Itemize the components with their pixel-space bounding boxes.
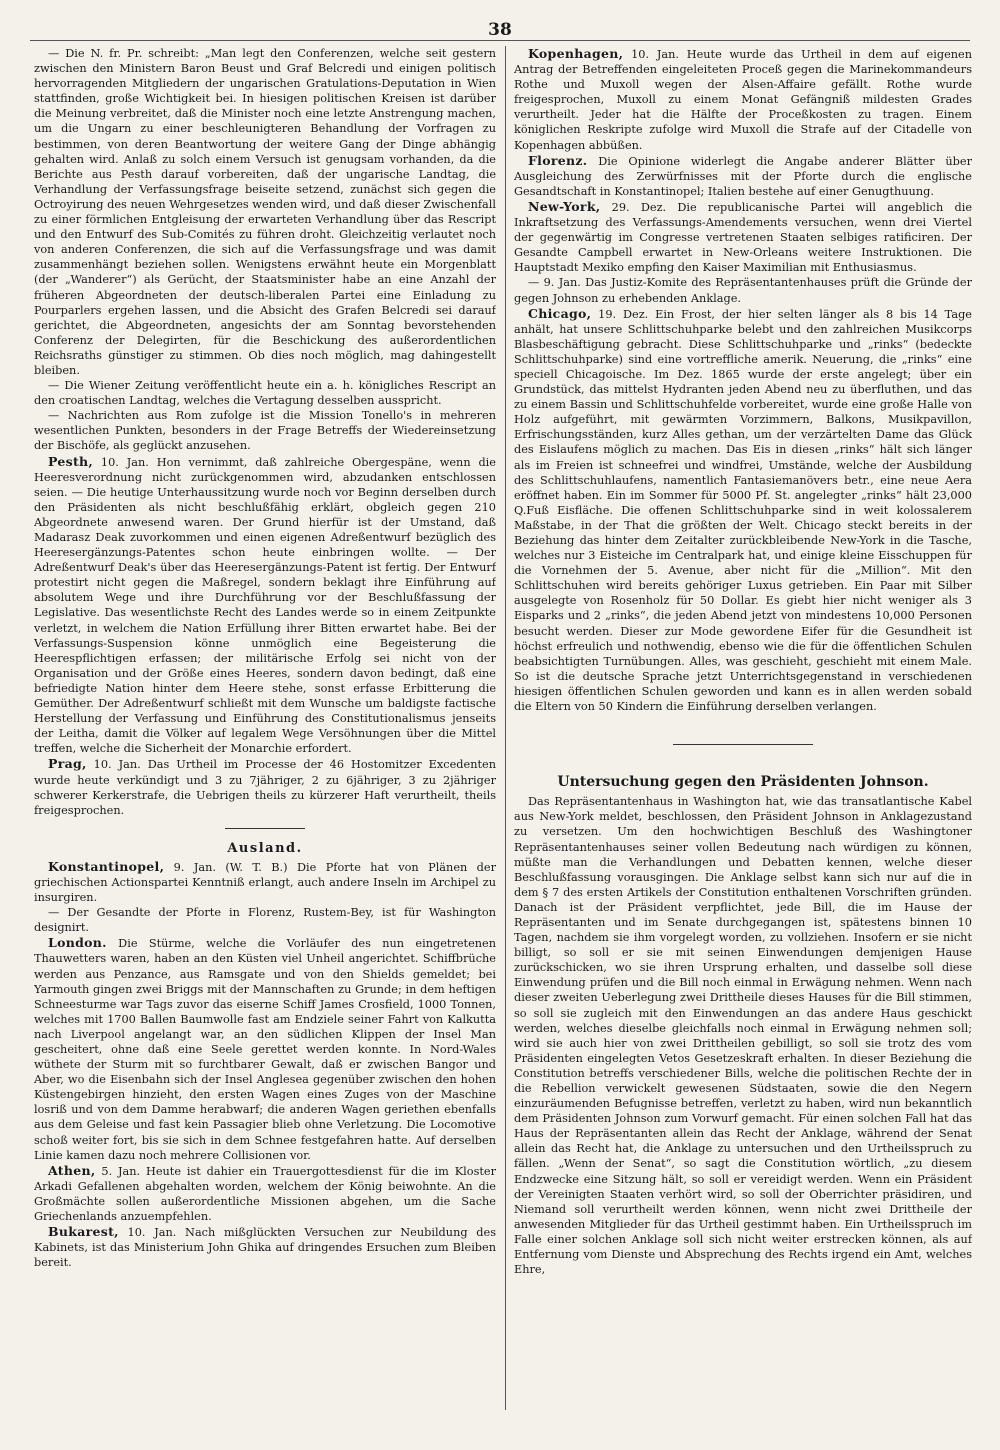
article-chicago-text: 19. Dez. Ein Frost, der hier selten länger als 8 bis 14 Tage anhält, hat unsere Schlittschuhparke belebt und den zahlreichen Musikcorps Blasbeschäftigung gebracht. Diese Schlittschuhparke und „rinks“ (bedeckte Schlittschuhparke) sind eine vortreffliche amerik. Neuerung, die „rinks“ eine speciell Chicagoische. Im Dez. 1865 wurde der erste angelegt; über ein Grundstück, das mittelst Hydranten jeden Abend neu zu überfluthen, und das zu einem Bassin und Schlittschuhfelde vorbereitet, wurde eine große Halle von Holz aufgeführt, mit gewärmten Vorzimmern, Balkons, Musikpavillon, Erfrischungsständen, kurz Alles gethan, um der verzärtelten Dame das Glück des Eislaufens möglich zu machen. Das Eis in diesen „rinks“ hält sich länger als im Freien ist schneefrei und windfrei, Umstände, welche der Ausbildung des Schlittschuhlaufens, namentlich Fantasiemanövers betr., eine neue Aera eröffnet haben. Ein im Sommer für 5000 Pf. St. angelegter „rinks“ hält 23,000 Q.Fuß Eisfläche. Die offenen Schlittschuhparke sind in weit kolossalerem Maßstabe, in der That die größten der Welt. Chicago steckt bereits in der Beziehung das hinter dem Zeitalter zurückbleibende New-York in die Tasche, welches nur 3 Eisteiche im Centralpark hat, und einige kleine Eisschuppen für die Vornehmen der 5. Avenue, aber nicht für die „Million“. Mit den Schlittschuhen wird bereits gehöriger Luxus getrieben. Ein Paar mit Silber ausgelegte von Rosenholz für 50 Dollar. Es giebt hier nicht weniger als 3 Eisparks und 2 „rinks“, die jeden Abend jetzt von mindestens 10,000 Personen besucht werden. Dieser zur Mode gewordene Eifer für die Gesundheit ist höchst erfreulich und nothwendig, ebenso wie die für die öffentlichen Schulen beabsichtigten Turnübungen. Alles, was geschieht, geschieht mit einem Male. So ist die deutsche Sprache jetzt Unterrichtsgegenstand in verschiedenen hiesigen öffentlichen Schulen geworden und kann es in allen werden sobald die Eltern von 50 Kindern die Einführung derselben verlangen. (514, 307, 972, 714)
article-chicago (514, 306, 972, 715)
article-pesth-text: 10. Jan. Hon vernimmt, daß zahlreiche Obergespäne, wenn die Heeresverordnung nicht zurückgenommen wird, abzudanken entschlossen seien. — Die heutige Unterhaussitzung wurde noch vor Beginn derselben durch den Präsidenten als nicht beschlußfähig erklärt, obgleich gegen 210 Abgeordnete anwesend waren. Der Grund hierfür ist der Umstand, daß Madarasz Deak zuvorkommen und einen eigenen Adreßentwurf bezüglich des Heeresergänzungs-Patentes schon heute einbringen wollte. — Der Adreßentwurf Deak's über das Heeresergänzungs-Patent ist fertig. Der Entwurf protestirt nicht gegen die Maßregel, sondern beklagt ihre Einführung auf absolutem Wege und ihre Durchführung vor der Beschlußfassung der Legislative. Das wesentlichste Recht des Landes werde so in einem Zeitpunkte verletzt, in welchem die Nation Erfüllung ihrer Bitten erwartet habe. Bei der Verfassungs-Suspension könne unmöglich eine Begeisterung die Heerespflichtigen erfassen; der militärische Erfolg sei nicht von der Organisation und der Größe eines Heeres, sondern davon bedingt, daß eine befriedigte Nation hinter dem Heere stehe, sonst erfasse Erbitterung die Gemüther. Der Adreßentwurf schließt mit dem Wunsche um baldigste factische Herstellung der Verfassung und Einführung des Constitutionalismus jenseits der Leitha, damit die Völker auf legalem Wege Versöhnungen über die Mittel treffen, welche die Sicherheit der Monarchie erfordert. (34, 455, 496, 756)
left-column (34, 46, 496, 1430)
dateline-florenz: Florenz. (528, 152, 588, 168)
article-kopenhagen (514, 46, 972, 153)
page-number: 38 (488, 20, 512, 40)
article-justiz-komite: — 9. Jan. Das Justiz-Komite des Repräsentantenhauses prüft die Gründe der gegen Johnson zu erhebenden Anklage. (514, 276, 972, 305)
section-heading-ausland: Ausland. (227, 840, 303, 856)
dateline-london: London. (48, 935, 107, 951)
article-bukarest (34, 1224, 496, 1270)
article-pesth (34, 454, 496, 757)
article-bukarest-text: 10. Jan. Nach mißglückten Versuchen zur Neubildung des Kabinets, ist das Ministerium John Ghika auf dringendes Ersuchen zum Bleiben bereit. (34, 1226, 496, 1270)
article-gesandte: — Der Gesandte der Pforte in Florenz, Rustem-Bey, ist für Washington designirt. (34, 906, 496, 935)
header-rule (30, 40, 970, 41)
article-kopenhagen-text: 10. Jan. Heute wurde das Urtheil in dem auf eigenen Antrag der Betreffenden eingeleiteten Proceß gegen die Marinekommandeurs Rothe und Muxoll wegen der Alsen-Affaire gefällt. Rothe wurde freigesprochen, Muxoll zu einem Monat Gefängniß mildesten Grades verurtheilt. Jeder hat die Hälfte der Proceßkosten zu tragen. Einem königlichen Reskripte zufolge wird Muxoll die Strafe auf der Citadelle von Kopenhagen abbüßen. (514, 48, 972, 152)
dateline-prag: Prag, (48, 756, 87, 772)
article-athen-text: 5. Jan. Heute ist dahier ein Trauergottesdienst für die im Kloster Arkadi Gefallenen abgehalten worden, welchem der König beiwohnte. An die Großmächte sollen außerordentliche Missionen abgehen, um die Sache Griechenlands anzuempfehlen. (34, 1164, 496, 1224)
dateline-athen: Athen, (48, 1162, 96, 1178)
right-column (514, 46, 972, 1430)
article-rom: — Nachrichten aus Rom zufolge ist die Mission Tonello's in mehreren wesentlichen Punkten, besonders in der Frage Betreffs der Wiedereinsetzung der Bischöfe, als geglückt anzusehen. (34, 409, 496, 453)
article-new-york (514, 199, 972, 275)
article-florenz-text: Die Opinione widerlegt die Angabe anderer Blätter über Ausgleichung des Zerwürfnisses mit der Pforte durch die englische Gesandtschaft in Konstantinopel; Italien bestehe auf einer Genugthuung. (514, 154, 972, 198)
article-johnson: Das Repräsentantenhaus in Washington hat, wie das transatlantische Kabel aus New-York meldet, beschlossen, den Präsident Johnson in Anklagezustand zu versetzen. Um den hochwichtigen Beschluß des Washingtoner Repräsentantenhauses seiner vollen Bedeutung nach würdigen zu können, müßte man die Verhandlungen und Debatten kennen, welche dieser Beschlußfassung vorausgingen. Die Anklage selbst kann sich nur auf die in dem § 7 des ersten Artikels der Constitution enthaltenen Vorschriften gründen. Danach ist der Präsident verpflichtet, jede Bill, die im Hause der Repräsentanten und im Senate durchgegangen ist, spätestens binnen 10 Tagen, nachdem sie ihm vorgelegt worden, zu vollziehen. Insofern er sie nicht billigt, so soll er sie mit seinen Einwendungen demjenigen Hause zurückschicken, wo sie ihren Ursprung erhalten, und dasselbe soll diese Einwendung prüfen und die Bill noch einmal in Erwägung nehmen. Wenn nach dieser zweiten Ueberlegung zwei Drittheile dieses Hauses für die Bill stimmen, so soll sie zugleich mit den Einwendungen an das andere Haus geschickt werden, welches dieselbe gleichfalls noch einmal in Erwägung nehmen soll; wird sie auch hier von zwei Drittheilen gebilligt, so soll sie trotz des vom Präsidenten eingelegten Vetos Gesetzeskraft erhalten. In dieser Beziehung die Constitution betreffs verschiedener Bills, welche die politischen Rechte der in die Rebellion verwickelt gewesenen Südstaaten, sowie die den Negern einzuräumenden Befugnisse betreffen, verletzt zu haben, wird nun bekanntlich dem Präsidenten Johnson zum Vorwurf gemacht. Für einen solchen Fall hat das Haus der Repräsentanten allein das Recht der Anklage, während der Senat allein das Recht hat, die Anklage zu untersuchen und den Urtheilsspruch zu fällen. „Wenn der Senat“, so sagt die Constitution wörtlich, „zu diesem Endzwecke eine Sitzung hält, so soll er vereidigt werden. Wenn ein Präsident der Vereinigten Staaten verhört wird, so soll der Oberrichter präsidiren, und Niemand soll verurtheilt werden können, wenn nicht zwei Drittheile der anwesenden Mitglieder für das Urtheil gestimmt haben. Ein Urtheilsspruch im Falle einer solchen Anklage soll sich nicht weiter erstrecken können, als auf Entfernung vom Dienste und Absprechung des Rechts irgend ein Amt, welches Ehre, (514, 795, 972, 1277)
article-london-text: Die Stürme, welche die Vorläufer des nun eingetretenen Thauwetters waren, haben an den Küsten viel Unheil angerichtet. Schiffbrüche werden aus Penzance, aus Ramsgate und von den Shields gemeldet; bei Yarmouth gingen zwei Briggs mit der Mannschaften zu Grunde; in dem heftigen Schneesturme war Tags zuvor das eiserne Schiff James Crosfield, 1000 Tonnen, welches mit 1700 Ballen Baumwolle fast am Endziele seiner Fahrt von Kalkutta nach Liverpool angelangt war, an den südlichen Klippen der Insel Man gescheitert, ohne daß eine Seele gerettet werden konnte. In Nord-Wales wüthete der Sturm mit so furchtbarer Gewalt, daß er zwischen Bangor und Aber, wo die Eisenbahn sich der Insel Anglesea gegenüber zwischen den hohen Küstengebirgen hinzieht, den ersten Wagen eines Zuges von der Maschine losriß und von dem Damme herabwarf; die anderen Wagen geriethen ebenfalls aus dem Geleise und fast kein Passagier blieb ohne Verletzung. Die Locomotive schoß weiter fort, bis sie sich in dem Schnee festgefahren hatte. Auf derselben Linie kamen dazu noch mehrere Collisionen vor. (34, 937, 496, 1162)
article-wiener-zeitung: — Die Wiener Zeitung veröffentlicht heute ein a. h. königliches Rescript an den croatischen Landtag, welches die Vertagung desselben ausspricht. (34, 379, 496, 408)
article-title-johnson: Untersuchung gegen den Präsidenten Johnson. (557, 774, 929, 791)
article-prag (34, 756, 496, 817)
dateline-kopenhagen: Kopenhagen, (528, 46, 624, 61)
article-athen (34, 1163, 496, 1224)
section-rule (673, 744, 813, 745)
article-prag-text: 10. Jan. Das Urtheil im Processe der 46 Hostomitzer Excedenten wurde heute verkündigt und 3 zu 7jähriger, 2 zu 6jähriger, 3 zu 2jähriger schwerer Kerkerstrafe, die Uebrigen theils zu kürzerer Haft verurtheilt, theils freigesprochen. (34, 758, 496, 817)
dateline-konstantinopel: Konstantinopel, (48, 858, 165, 874)
dateline-pesth: Pesth, (48, 453, 94, 469)
column-divider (505, 46, 506, 1410)
dateline-chicago: Chicago, (528, 305, 592, 321)
article-florenz (514, 153, 972, 199)
article-neue-freie-presse: — Die N. fr. Pr. schreibt: „Man legt den Conferenzen, welche seit gestern zwischen den Ministern Baron Beust und Graf Belcredi und einigen politisch hervorragenden Mitgliedern der ungarischen Gratulations-Deputation in Wien stattfinden, große Wichtigkeit bei. In hiesigen politischen Kreisen ist darüber die Meinung verbreitet, daß die Minister noch eine letzte Anstrengung machen, um die Ungarn zu einer beschleunigteren Behandlung der Vorfragen zu bestimmen, von deren Beantwortung der weitere Gang der Dinge abhängig gehalten wird. Anlaß zu solch einem Versuch ist genugsam vorhanden, da die Berichte aus Pesth darauf vorbereiten, daß der ungarische Landtag, die Verhandlung der Verfassungsfrage beiseite setzend, zunächst sich gegen die Octroyirung des neuen Wehrgesetzes wenden wird, und daß dieser Zwischenfall zu einer förmlichen Entgleisung der erwarteten Verhandlung über das Rescript und den Entwurf des Sub-Comités zu führen droht. Gleichzeitig verlautet noch von anderen Conferenzen, die sich auf die Verfassungsfrage und was damit zusammenhängt beziehen sollen. Wenigstens erwähnt heute ein Morgenblatt (der „Wanderer“) als Gerücht, der Staatsminister habe an eine Anzahl der früheren Abgeordneten der deutsch-liberalen Partei eine Einladung zu Pourparlers ergehen lassen, und die Absicht des Grafen Belcredi sei darauf gerichtet, die Abgeordneten, angesichts der am Sonntag bevorstehenden Conferenz der Delegirten, für die Beschickung des außerordentlichen Reichsraths günstiger zu stimmen. Ob dies noch möglich, mag dahingestellt bleiben. (34, 47, 496, 377)
article-konstantinopel-text: 9. Jan. (W. T. B.) Die Pforte hat von Plänen der griechischen Actionspartei Kenntniß erlangt, auch andere Inseln im Archipel zu insurgiren. (34, 860, 496, 905)
article-new-york-text: 29. Dez. Die republicanische Partei will angeblich die Inkraftsetzung des Verfassungs-Amendements versuchen, wenn drei Viertel der gegenwärtig im Congresse vertretenen Staaten selbiges ratificiren. Der Gesandte Campbell erwartet in New-Orleans weitere Instruktionen. Die Hauptstadt Mexiko empfing den Kaiser Maximilian mit Enthusiasmus. (514, 200, 972, 275)
article-konstantinopel (34, 859, 496, 905)
article-london (34, 935, 496, 1162)
section-rule (225, 828, 305, 829)
dateline-new-york: New-York, (528, 198, 601, 214)
dateline-bukarest: Bukarest, (48, 1224, 119, 1240)
